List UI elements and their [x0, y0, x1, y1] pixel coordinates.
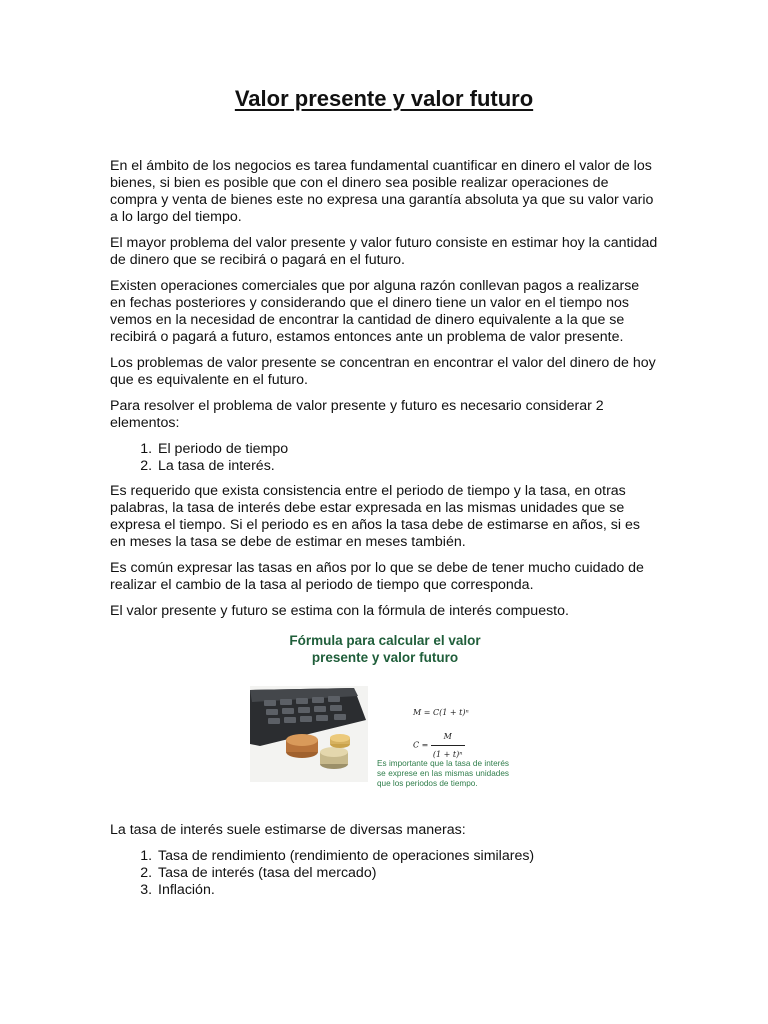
formula-future-value: M = C(1 + t)ⁿ: [413, 708, 469, 717]
formula-present-value: [413, 728, 465, 763]
paragraph: En el ámbito de los negocios es tarea fundamental cuantificar en dinero el valor de los bienes, si bien es posible que con el dinero sea posible realizar operaciones de compra y venta de bienes este no expresa una garantía absoluta ya que su valor vario a lo largo del tiempo.: [110, 158, 654, 225]
rates-list: [110, 848, 658, 899]
list-item: 2. La tasa de interés.: [156, 458, 658, 475]
formula-lhs: C =: [413, 740, 429, 750]
figure-note: Es importante que la tasa de interés se exprese en las mismas unidades que los periodos de tiempo.: [377, 759, 509, 788]
formula-figure: [250, 632, 520, 810]
paragraph: Existen operaciones comerciales que por alguna razón conllevan pagos a realizarse en fechas posteriores y considerando que el dinero tiene un valor en el tiempo nos vemos en la necesidad de encontrar la cantidad de dinero equivalente a la que se recibirá o pagará a futuro, estamos entonces ante un problema de valor presente.: [110, 278, 640, 345]
calculator-coins-photo: [250, 686, 368, 782]
formula-denominator: (1 + t)ⁿ: [432, 750, 463, 759]
elements-list: [110, 441, 658, 475]
figure-title: [250, 632, 520, 666]
paragraph: Es común expresar las tasas en años por lo que se debe de tener mucho cuidado de realizar el cambio de la tasa al periodo de tiempo que corresponda.: [110, 560, 644, 593]
paragraph: Es requerido que exista consistencia entre el periodo de tiempo y la tasa, en otras palabras, la tasa de interés debe estar expresada en las mismas unidades que se expresa el tiempo. Si el periodo es en años la tasa debe de estimarse en años, si es en meses la tasa se debe de estimar en meses también.: [110, 483, 640, 550]
list-item: 2. Tasa de interés (tasa del mercado): [156, 865, 658, 882]
list-item: 3. Inflación.: [156, 882, 658, 899]
document-title: Valor presente y valor futuro: [234, 86, 534, 111]
paragraph: La tasa de interés suele estimarse de diversas maneras:: [110, 822, 466, 838]
paragraph: Para resolver el problema de valor presente y futuro es necesario considerar 2 elementos:: [110, 398, 604, 431]
list-item: 1. El periodo de tiempo: [156, 441, 658, 458]
paragraph: Los problemas de valor presente se concentran en encontrar el valor del dinero de hoy que es equivalente en el futuro.: [110, 355, 656, 388]
paragraph: El valor presente y futuro se estima con la fórmula de interés compuesto.: [110, 603, 569, 619]
list-item: 1. Tasa de rendimiento (rendimiento de operaciones similares): [156, 848, 658, 865]
formula-numerator: M: [431, 728, 465, 746]
figure-title-line: presente y valor futuro: [311, 650, 459, 665]
figure-title-line: Fórmula para calcular el valor: [289, 633, 481, 648]
formula-fraction: [431, 728, 465, 763]
paragraph: El mayor problema del valor presente y valor futuro consiste en estimar hoy la cantidad de dinero que se recibirá o pagará en el futuro.: [110, 235, 658, 268]
document-body: [110, 158, 658, 907]
